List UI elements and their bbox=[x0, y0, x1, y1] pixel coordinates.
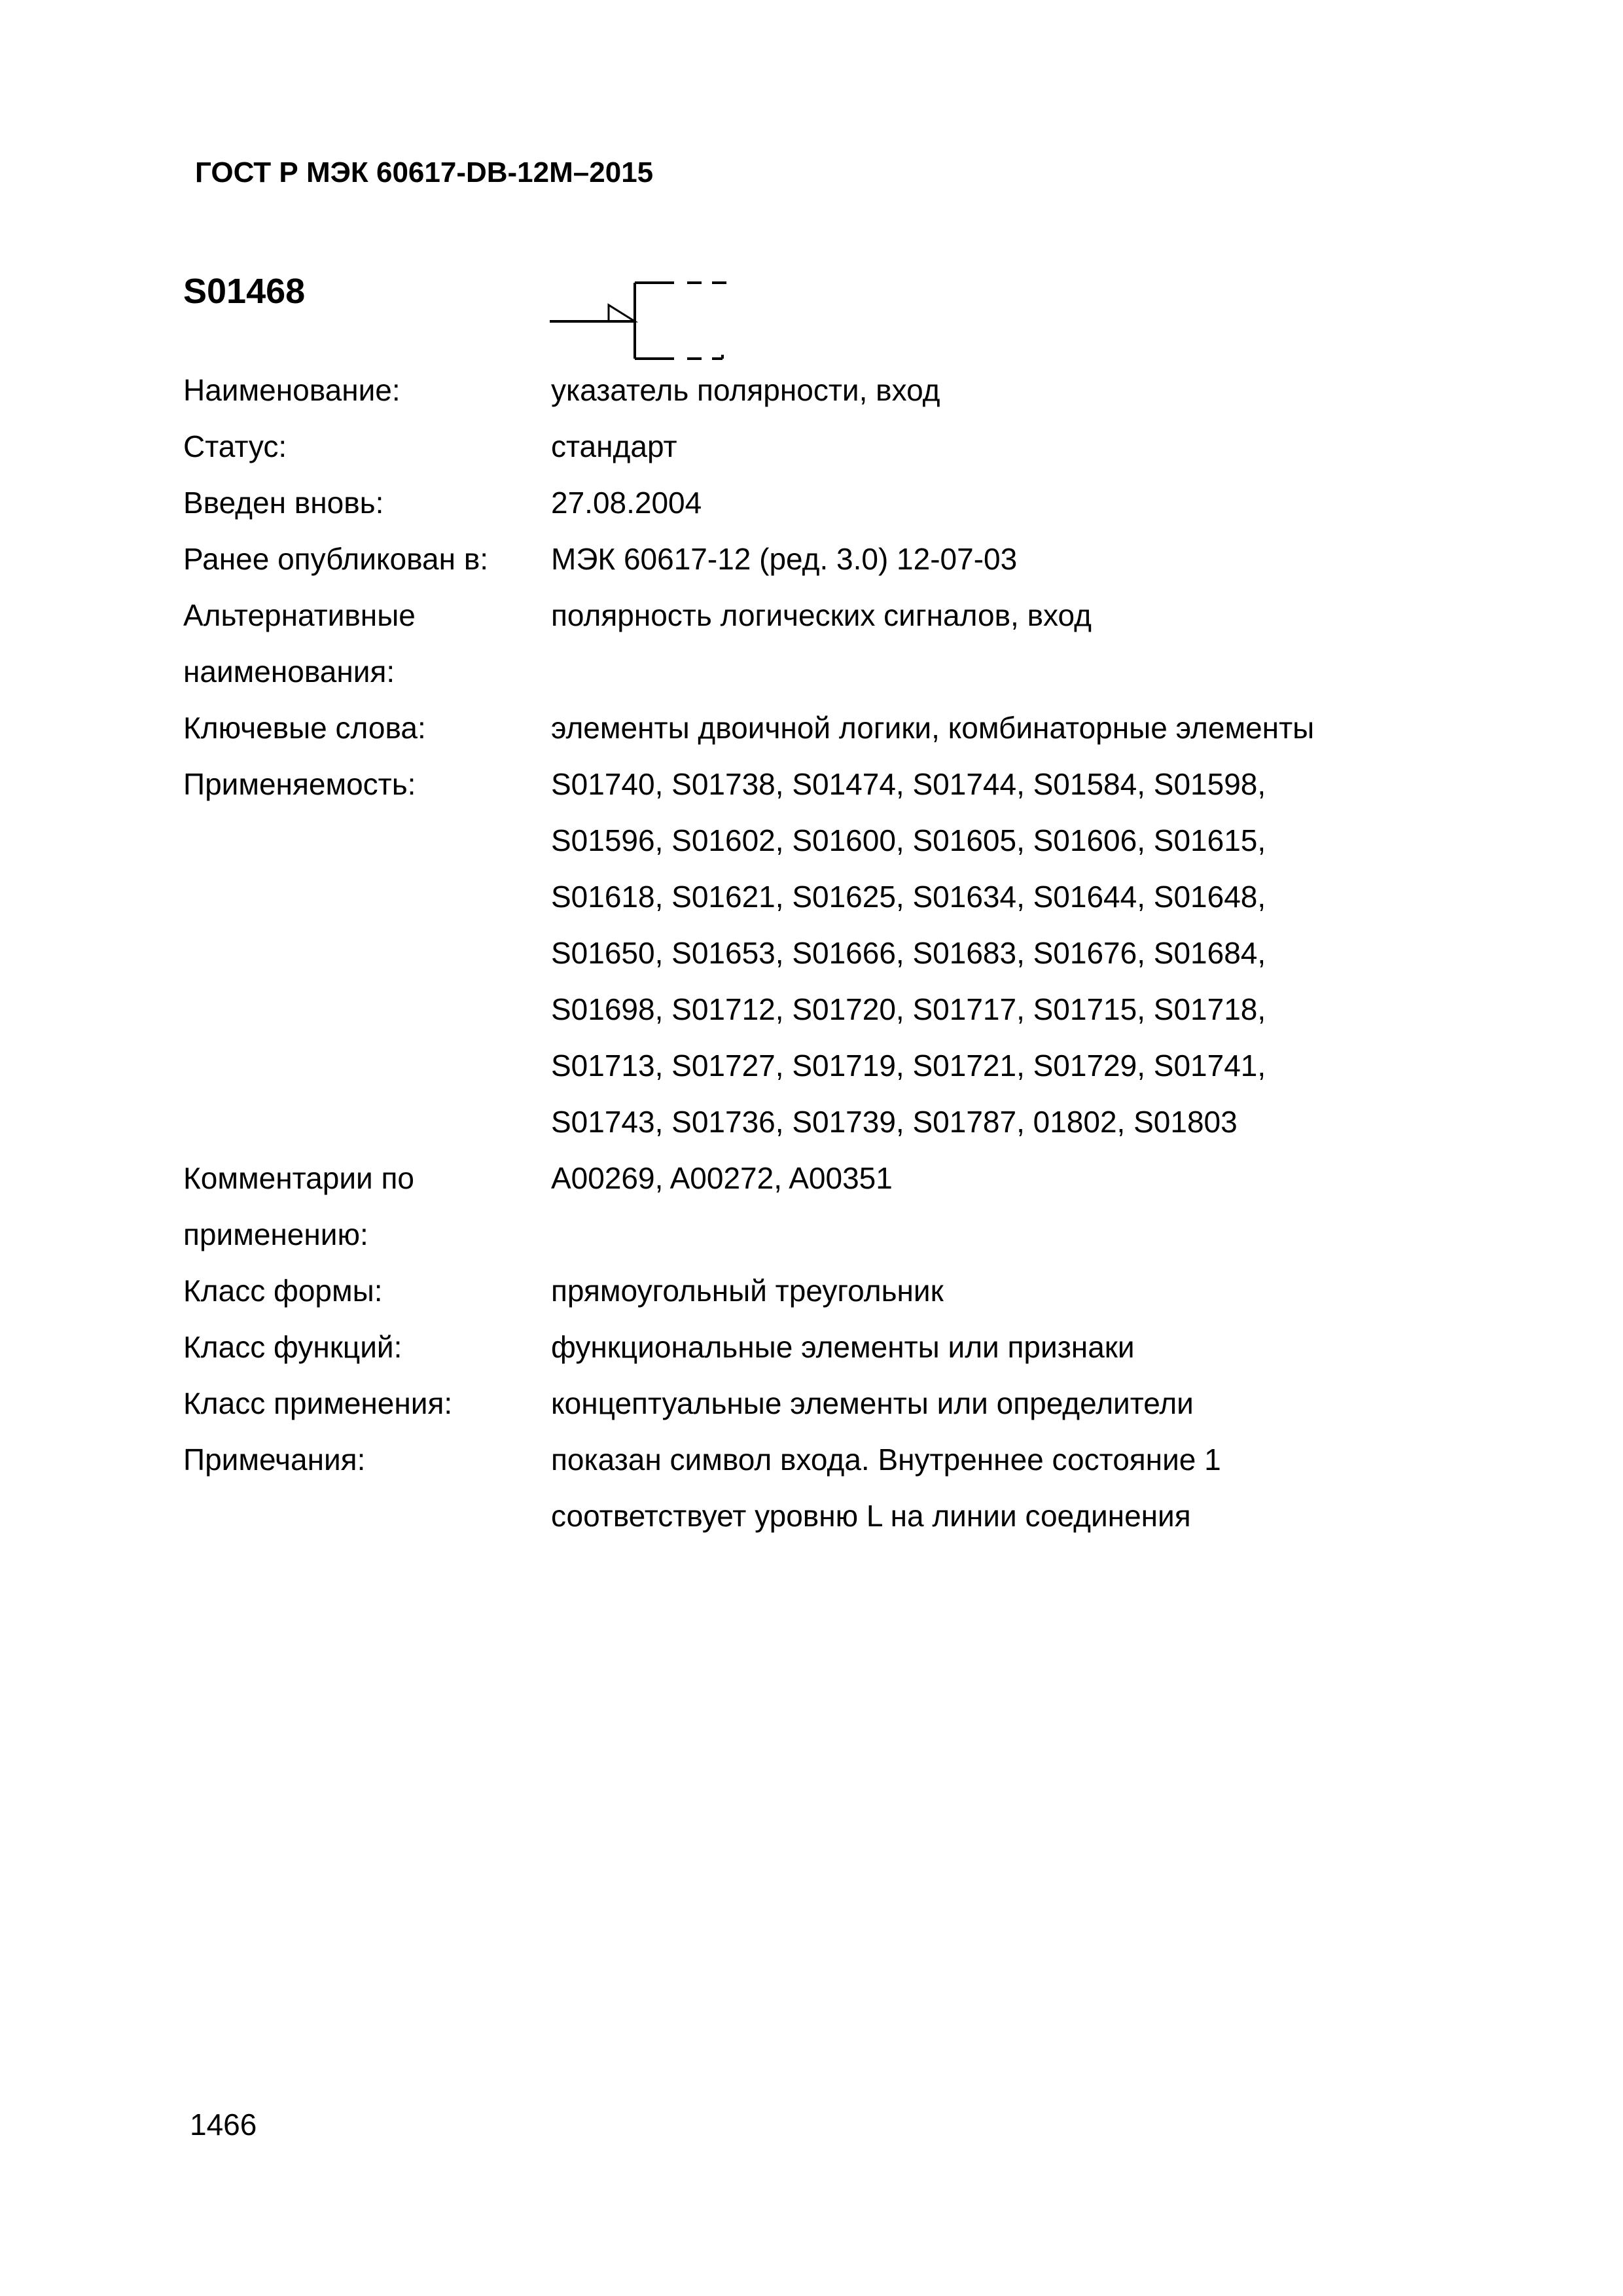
property-value: стандарт bbox=[551, 429, 677, 463]
property-value: элементы двоичной логики, комбинаторные элементы bbox=[551, 711, 1315, 745]
polarity-triangle bbox=[609, 305, 635, 321]
property-row-keywords bbox=[183, 700, 1440, 756]
property-label: Введен вновь: bbox=[183, 486, 384, 520]
property-row-function-class bbox=[183, 1319, 1440, 1375]
property-label: Класс функций: bbox=[183, 1330, 402, 1364]
property-label: Применяемость: bbox=[183, 767, 416, 801]
property-row-application-class bbox=[183, 1375, 1440, 1431]
property-row-alternative-names bbox=[183, 587, 1440, 700]
property-value: 27.08.2004 bbox=[551, 486, 702, 520]
property-label: Наименование: bbox=[183, 373, 401, 407]
property-value: показан символ входа. Внутреннее состояние 1 соответствует уровню L на линии соединения bbox=[551, 1443, 1221, 1533]
property-label: Класс формы: bbox=[183, 1274, 383, 1308]
property-row-previously-published bbox=[183, 531, 1440, 587]
property-row-applicability bbox=[183, 756, 1440, 1150]
property-value: полярность логических сигналов, вход bbox=[551, 598, 1092, 632]
property-row-introduced bbox=[183, 475, 1440, 531]
property-value: указатель полярности, вход bbox=[551, 373, 940, 407]
property-row-status bbox=[183, 418, 1440, 475]
property-row-application-notes bbox=[183, 1150, 1440, 1263]
property-value: A00269, A00272, A00351 bbox=[551, 1161, 893, 1195]
symbol-code: S01468 bbox=[183, 272, 306, 311]
symbol-properties-table bbox=[183, 362, 1440, 1544]
property-value: функциональные элементы или признаки bbox=[551, 1330, 1135, 1364]
property-value: прямоугольный треугольник bbox=[551, 1274, 944, 1308]
property-label: Комментарии по применению: bbox=[183, 1161, 414, 1251]
property-label: Класс применения: bbox=[183, 1386, 453, 1420]
property-value: S01740, S01738, S01474, S01744, S01584, S01598, S01596, S01602, S01600, S01605, S01606, S01615, S01618, S01621, S01625, S01634, S01644, S01648, S01650, S01653, S01666, S01683, S01676, S01684, S01698, S01712, S01720, S01717, S01715, S01718, S01713, S01727, S01719, S01721, S01729, S01741, S01743, S01736, S01739, S01787, 01802, S01803 bbox=[551, 767, 1266, 1139]
property-row-name bbox=[183, 362, 1440, 418]
property-label: Статус: bbox=[183, 429, 287, 463]
property-value: концептуальные элементы или определители bbox=[551, 1386, 1194, 1420]
property-label: Альтернативные наименования: bbox=[183, 598, 416, 689]
property-label: Ранее опубликован в: bbox=[183, 542, 489, 576]
page-number: 1466 bbox=[190, 2108, 257, 2142]
property-row-notes bbox=[183, 1431, 1440, 1544]
property-label: Ключевые слова: bbox=[183, 711, 426, 745]
property-row-shape-class bbox=[183, 1263, 1440, 1319]
property-value: МЭК 60617-12 (ред. 3.0) 12-07-03 bbox=[551, 542, 1018, 576]
polarity-indicator-input-symbol-icon bbox=[550, 275, 733, 367]
document-header: ГОСТ Р МЭК 60617-DB-12M–2015 bbox=[195, 156, 654, 188]
property-label: Примечания: bbox=[183, 1443, 366, 1477]
